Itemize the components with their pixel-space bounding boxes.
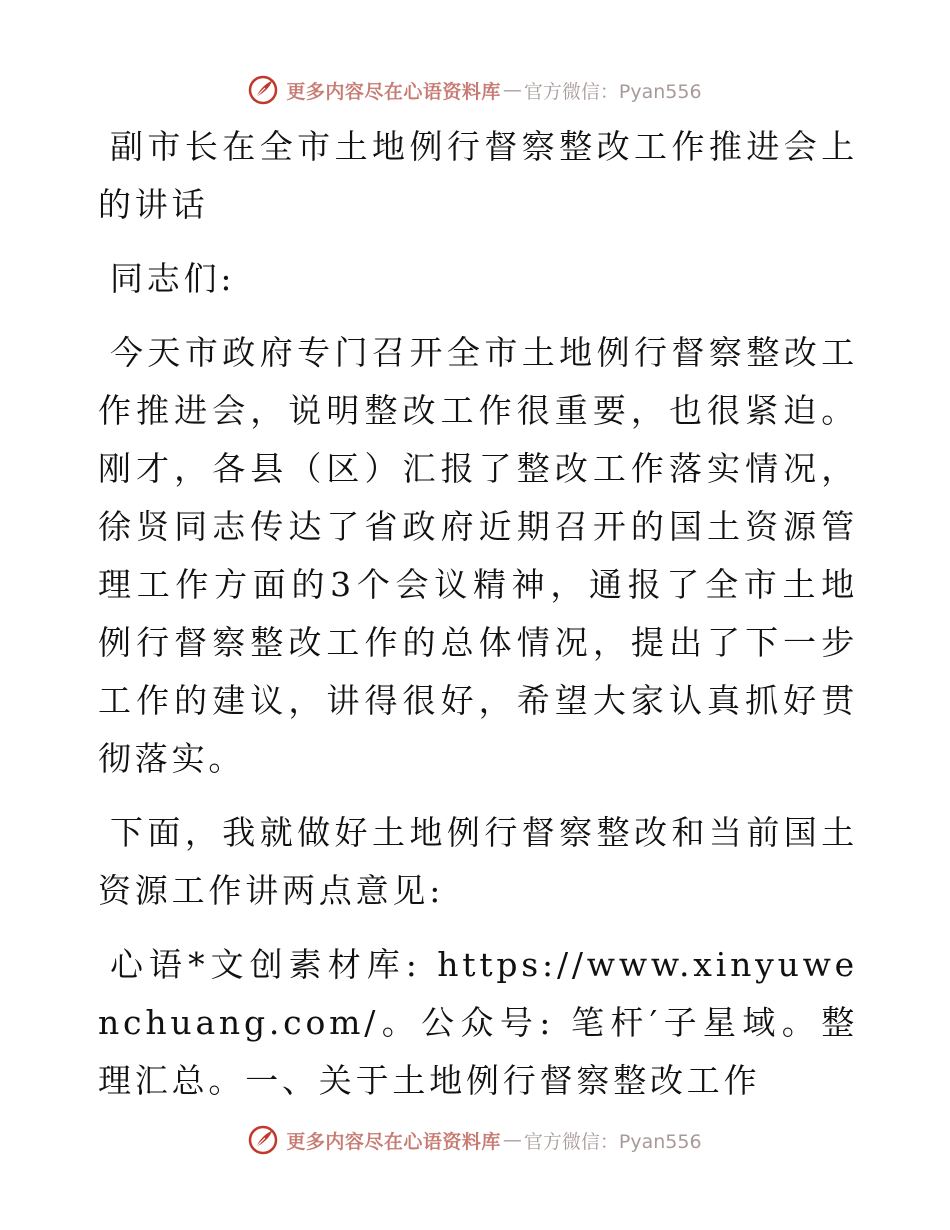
paragraph-1: 今天市政府专门召开全市土地例行督察整改工作推进会，说明整改工作很重要，也很紧迫。刚才，各县（区）汇报了整改工作落实情况，徐贤同志传达了省政府近期召开的国土资源管理工作方面的3个会议精神，通报了全市土地例行督察整改工作的总体情况，提出了下一步工作的建议，讲得很好，希望大家认真抓好贯彻落实。 xyxy=(98,333,858,778)
paragraph-2: 下面，我就做好土地例行督察整改和当前国土资源工作讲两点意见: xyxy=(98,813,858,910)
banner-separator: — xyxy=(502,79,522,101)
header-banner xyxy=(0,72,950,108)
banner-site-text: 更多内容尽在心语资料库 xyxy=(286,80,501,103)
feather-pen-circle-icon xyxy=(248,1125,278,1155)
document-body xyxy=(98,118,858,1126)
banner-wechat-text: 官方微信：Pyan556 xyxy=(523,80,702,103)
footer-banner xyxy=(0,1122,950,1158)
paragraph-3: 心语*文创素材库: https://www.xinyuwenchuang.com/。公众号: 笔杆′子星域。整理汇总。一、关于土地例行督察整改工作 xyxy=(98,945,858,1100)
footer-separator: — xyxy=(502,1129,522,1151)
footer-wechat-text: 官方微信：Pyan556 xyxy=(523,1130,702,1153)
salutation: 同志们: xyxy=(110,259,236,298)
footer-site-text: 更多内容尽在心语资料库 xyxy=(286,1130,501,1153)
feather-pen-circle-icon xyxy=(248,75,278,105)
document-title: 副市长在全市土地例行督察整改工作推进会上的讲话 xyxy=(98,127,858,224)
